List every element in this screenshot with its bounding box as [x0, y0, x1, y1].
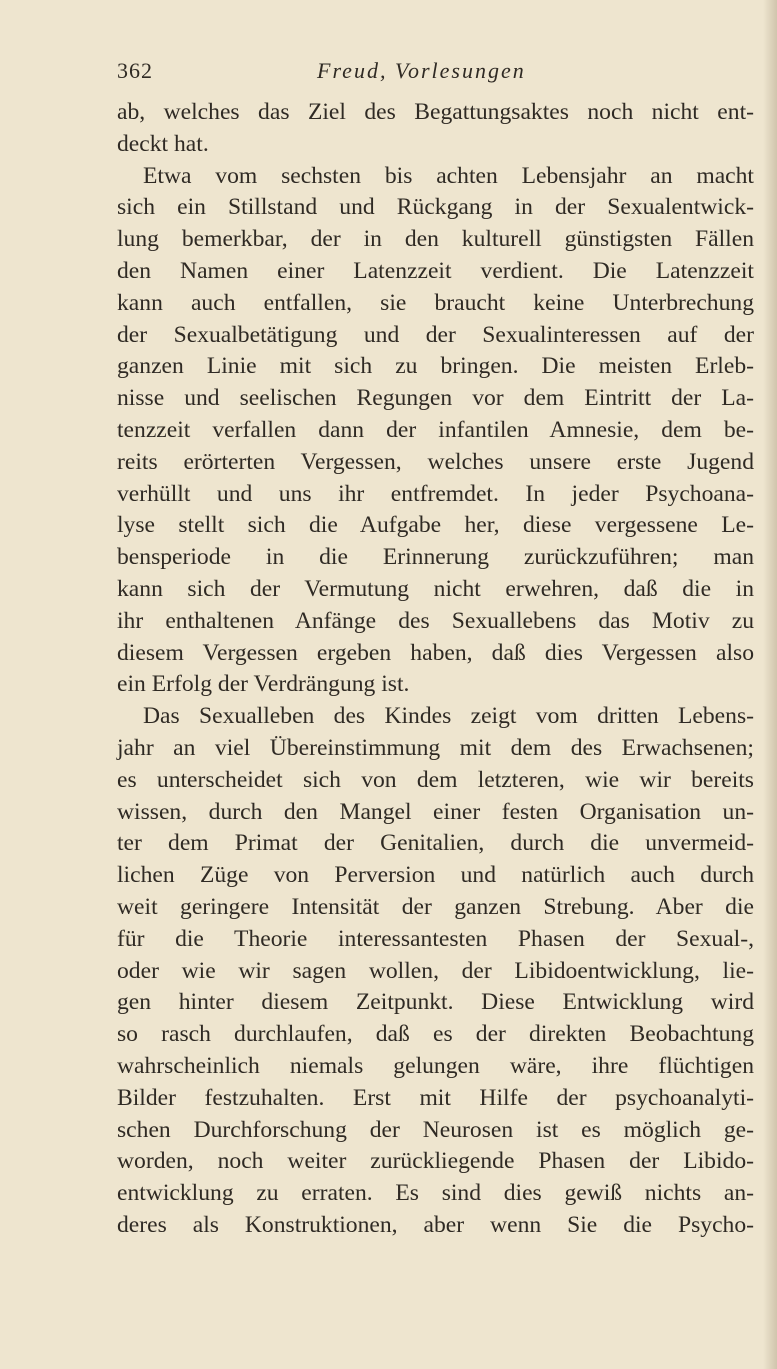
text-line: lung bemerkbar, der in den kulturell günstigsten Fällen: [117, 226, 754, 253]
text-line: lyse stellt sich die Aufgabe her, diese vergessene Le-: [117, 512, 754, 539]
text-line: tenzzeit verfallen dann der infantilen Amnesie, dem be-: [117, 416, 754, 443]
text-line: der Sexualbetätigung und der Sexualinteressen auf der: [117, 321, 754, 348]
text-line: es unterscheidet sich von dem letzteren, wie wir bereits: [117, 766, 754, 793]
text-line: deres als Konstruktionen, aber wenn Sie die Psycho-: [117, 1211, 754, 1238]
text-line: wahrscheinlich niemals gelungen wäre, ihre flüchtigen: [117, 1052, 754, 1079]
text-line: für die Theorie interessantesten Phasen der Sexual-,: [117, 925, 754, 952]
text-line: reits erörterten Vergessen, welches unsere erste Jugend: [117, 448, 754, 475]
text-line: ab, welches das Ziel des Begattungsaktes noch nicht ent-: [117, 99, 754, 125]
text-line: Etwa vom sechsten bis achten Lebensjahr an macht: [143, 162, 754, 189]
text-line: ihr enthaltenen Anfänge des Sexuallebens das Motiv zu: [117, 607, 754, 634]
text-line: Bilder festzuhalten. Erst mit Hilfe der psychoanalyti-: [117, 1084, 754, 1111]
text-line: sich ein Stillstand und Rückgang in der Sexualentwick-: [117, 194, 754, 221]
text-line: bensperiode in die Erinnerung zurückzuführen; man: [117, 544, 754, 571]
text-line: weit geringere Intensität der ganzen Strebung. Aber die: [117, 893, 754, 920]
page-header: [117, 58, 747, 92]
text-line: ein Erfolg der Verdrängung ist.: [117, 671, 410, 698]
text-line: entwicklung zu erraten. Es sind dies gewiß nichts an-: [117, 1180, 754, 1207]
text-line: ter dem Primat der Genitalien, durch die unvermeid-: [117, 830, 754, 857]
text-line: jahr an viel Übereinstimmung mit dem des Erwachsenen;: [117, 734, 754, 761]
text-line: den Namen einer Latenzzeit verdient. Die Latenzzeit: [117, 257, 754, 284]
text-line: nisse und seelischen Regungen vor dem Eintritt der La-: [117, 385, 754, 412]
text-line: Das Sexualleben des Kindes zeigt vom dritten Lebens-: [143, 703, 754, 730]
text-line: worden, noch weiter zurückliegende Phasen der Libido-: [117, 1148, 754, 1175]
text-line: lichen Züge von Perversion und natürlich auch durch: [117, 862, 754, 889]
page-number: 362: [117, 58, 153, 83]
text-line: schen Durchforschung der Neurosen ist es möglich ge-: [117, 1116, 754, 1143]
body-text: [117, 97, 754, 1242]
text-line: verhüllt und uns ihr entfremdet. In jeder Psychoana-: [117, 480, 754, 507]
text-line: diesem Vergessen ergeben haben, daß dies Vergessen also: [117, 639, 754, 666]
text-line: ganzen Linie mit sich zu bringen. Die meisten Erleb-: [117, 353, 754, 380]
text-line: so rasch durchlaufen, daß es der direkten Beobachtung: [117, 1021, 754, 1048]
text-line: gen hinter diesem Zeitpunkt. Diese Entwicklung wird: [117, 989, 754, 1016]
running-title: Freud, Vorlesungen: [317, 58, 526, 83]
page-edge-shadow: [763, 0, 777, 1369]
text-line: kann sich der Vermutung nicht erwehren, daß die in: [117, 575, 754, 602]
text-line: deckt hat.: [117, 130, 209, 157]
text-line: kann auch entfallen, sie braucht keine Unterbrechung: [117, 289, 754, 316]
text-line: wissen, durch den Mangel einer festen Organisation un-: [117, 798, 754, 825]
text-line: oder wie wir sagen wollen, der Libidoentwicklung, lie-: [117, 957, 754, 984]
